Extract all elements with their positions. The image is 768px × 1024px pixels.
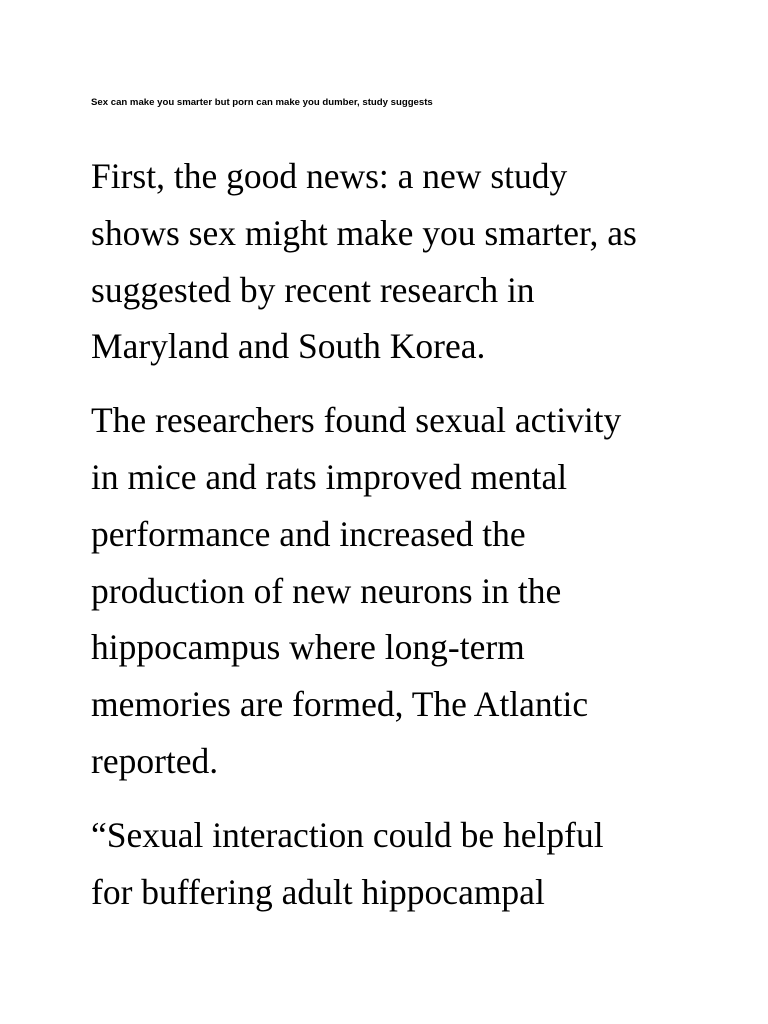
text-line: production of new neurons in the [91,570,562,611]
text-line: for buffering adult hippocampal [91,871,545,912]
text-line: Maryland and South Korea. [91,326,486,367]
text-line: “Sexual interaction could be helpful [91,814,604,855]
text-line: in mice and rats improved mental [91,456,568,497]
text-line: First, the good news: a new study [91,156,568,196]
article-body [91,148,691,937]
article-paragraph [91,392,691,790]
article-paragraph [91,807,691,921]
article-headline: Sex can make you smarter but porn can make you dumber, study suggests [91,97,433,108]
text-line: reported. [91,740,219,781]
text-line: hippocampus where long-term [91,627,525,668]
text-line: suggested by recent research in [91,269,535,310]
text-line: shows sex might make you smarter, as [91,212,637,253]
article-paragraph [91,148,691,375]
text-line: The researchers found sexual activity [91,400,622,441]
text-line: memories are formed, The Atlantic [91,684,589,725]
text-line: performance and increased the [91,513,526,554]
